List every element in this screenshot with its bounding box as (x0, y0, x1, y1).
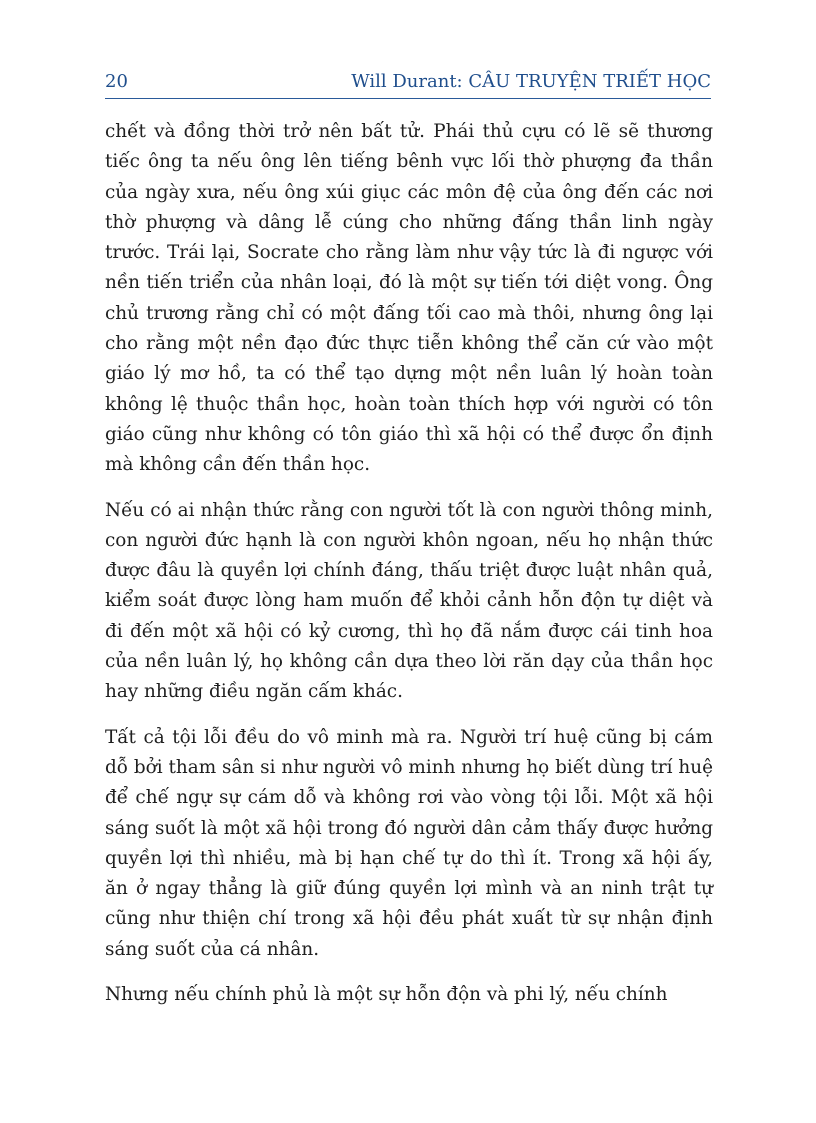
body-text (105, 117, 713, 1025)
paragraph: Nhưng nếu chính phủ là một sự hỗn độn và phi lý, nếu chính (105, 984, 668, 1006)
running-title: Will Durant: CÂU TRUYỆN TRIẾT HỌC (351, 71, 711, 92)
paragraph: Tất cả tội lỗi đều do vô minh mà ra. Người trí huệ cũng bị cám dỗ bởi tham sân si như người vô minh nhưng họ biết dùng trí huệ để chế ngự sự cám dỗ và không rơi vào vòng tội lỗi. Một xã hội sáng suốt là một xã hội trong đó người dân cảm thấy được hưởng quyền lợi thì nhiều, mà bị hạn chế tự do thì ít. Trong xã hội ấy, ăn ở ngay thẳng là giữ đúng quyền lợi mình và an ninh trật tự cũng như thiện chí trong xã hội đều phát xuất từ sự nhận định sáng suốt của cá nhân. (105, 726, 713, 960)
page-number: 20 (105, 71, 128, 92)
paragraph: Nếu có ai nhận thức rằng con người tốt là con người thông minh, con người đức hạnh là con người khôn ngoan, nếu họ nhận thức được đâu là quyền lợi chính đáng, thấu triệt được luật nhân quả, kiểm soát được lòng ham muốn để khỏi cảnh hỗn độn tự diệt và đi đến một xã hội có kỷ cương, thì họ đã nắm được cái tinh hoa của nền luân lý, họ không cần dựa theo lời răn dạy của thần học hay những điều ngăn cấm khác. (105, 499, 713, 703)
paragraph: chết và đồng thời trở nên bất tử. Phái thủ cựu có lẽ sẽ thương tiếc ông ta nếu ông lên tiếng bênh vực lối thờ phượng đa thần của ngày xưa, nếu ông xúi giục các môn đệ của ông đến các nơi thờ phượng và dâng lễ cúng cho những đấng thần linh ngày trước. Trái lại, Socrate cho rằng làm như vậy tức là đi ngược với nền tiến triển của nhân loại, đó là một sự tiến tới diệt vong. Ông chủ trương rằng chỉ có một đấng tối cao mà thôi, nhưng ông lại cho rằng một nền đạo đức thực tiễn không thể căn cứ vào một giáo lý mơ hồ, ta có thể tạo dựng một nền luân lý hoàn toàn không lệ thuộc thần học, hoàn toàn thích hợp với người có tôn giáo cũng như không có tôn giáo thì xã hội có thể được ổn định mà không cần đến thần học. (105, 121, 713, 476)
header-divider (105, 98, 711, 99)
running-header (105, 68, 711, 92)
